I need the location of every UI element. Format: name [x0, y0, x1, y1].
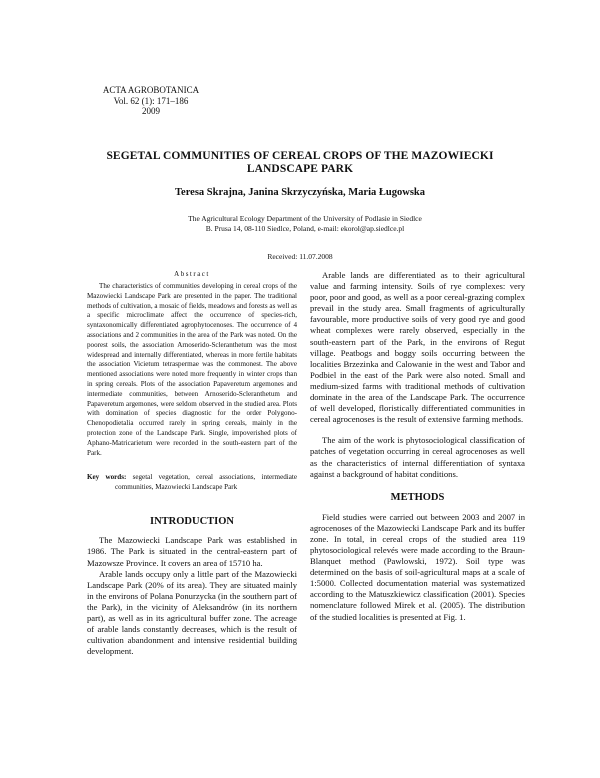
intro-paragraph-1: The Mazowiecki Landscape Park was established in 1986. The Park is situated in the central-eastern part of Mazowsze Province. It covers an area of 15710 ha. — [87, 535, 297, 568]
journal-info — [91, 85, 211, 117]
keywords — [87, 472, 297, 492]
abstract-heading: Abstract — [174, 270, 210, 278]
abstract-text: The characteristics of communities developing in cereal crops of the Mazowiecki Landscape Park are presented in the paper. The traditional methods of cultivation, a mosaic of fields, meadows and forests as well as a specific microclimate affect the occurrence of species-rich, syntaxonomically differentiated agrophytocenoses. The occurrence of 4 associations and 2 communities in the area of the Park was noted. On the poorest soils, the association Arnoserido-Scleranthetum was the most widespread and internally differentiated, whereas in more fertile habitats the association Vicietum tetraspermae was the commonest. The above mentioned associations were noted more frequently in winter crops than in spring cereals. Plots of the association Papaveretum argemones and intermediate communities, between Arnoserido-Scleranthetum and Papaveretum argemones, were seldom observed in the studied area. Plots with domination of species diagnostic for the order Polygono-Chenopodietalia occurred rarely in spring cereals, mainly in the protection zone of the Landscape Park. Single, impoverished plots of Aphano-Matricarietum were recorded in the south-eastern part of the Park. — [87, 282, 298, 457]
intro-paragraph-2: Arable lands occupy only a little part of the Mazowiecki Landscape Park (20% of its area). They are situated mainly in the environs of Polana Ponurzycka (in the southern part of the Park), in the vicinity of Aleksandrów (in its northern part), as well as in its agricultural buffer zone. The acreage of arable lands constantly decreases, which is the result of cultivation abandonment and intensive residential building development. — [87, 568, 297, 657]
affiliation-line-1: The Agricultural Ecology Department of the University of Podlasie in Siedlce — [188, 214, 422, 223]
right-column — [310, 270, 525, 623]
methods-heading: METHODS — [390, 491, 445, 503]
methods-paragraph-1: Field studies were carried out between 2003 and 2007 in agrocenoses of the Mazowiecki Landscape Park and its buffer zone. In total, in cereal crops of the studied area 119 phytosociological relevés were made according to the Braun-Blanquet method (Pawlowski, 1972). Soil type was determined on the basis of soil-agricultural maps at a scale of 1:5000. Collected documentation material was systematized according to the Matuszkiewicz classification (2001). Species nomenclature followed Mirek et al. (2005). The distribution of the studied localities is presented at Fig. 1. — [310, 511, 525, 622]
received-date: Received: 11.07.2008 — [267, 252, 333, 261]
intro-paragraph-4: The aim of the work is phytosociological classification of patches of vegetation occurring in cereal agrocenoses as well as the characteristics of internal differentiation of syntaxa against a background of habitat conditions. — [310, 435, 525, 479]
keywords-text: segetal vegetation, cereal associations, intermediate communities, Mazowiecki Landscape Park — [115, 473, 297, 492]
journal-name: ACTA AGROBOTANICA — [102, 85, 200, 95]
keywords-label: Key words: — [87, 473, 127, 482]
introduction-heading: INTRODUCTION — [149, 516, 234, 528]
paper-authors: Teresa Skrajna, Janina Skrzyczyńska, Maria Ługowska — [175, 187, 425, 198]
left-column — [87, 270, 297, 657]
paper-title: SEGETAL COMMUNITIES OF CEREAL CROPS OF THE MAZOWIECKI LANDSCAPE PARK — [106, 150, 494, 175]
affiliation-line-2: B. Prusa 14, 08-110 Siedlce, Poland, e-mail: ekorol@ap.siedlce.pl — [205, 224, 405, 233]
journal-year: 2009 — [142, 106, 160, 116]
journal-volume: Vol. 62 (1): 171–186 — [113, 95, 189, 106]
affiliation — [150, 214, 460, 234]
intro-paragraph-3: Arable lands are differentiated as to their agricultural value and farming intensity. Soils of rye complexes: very poor, poor and good, as well as a poor cereal-grazing complex prevail in the study area. Small fragments of agriculturally favourable, more productive soils of very good rye and good wheat complexes were rarely observed, especially in the south-eastern part of the Park, in the environs of Regut village. Peatbogs and boggy soils occurring between the localities Brzezinka and Calowanie in the west and Tabor and Podbiel in the east of the Park were also noted. Small and medium-sized farms with traditional methods of cultivation dominate in the area of the Landscape Park. The occurrence of well developed, floristically differentiated communities in cereal agrocenoses is the result of extensive farming methods. — [310, 270, 525, 425]
